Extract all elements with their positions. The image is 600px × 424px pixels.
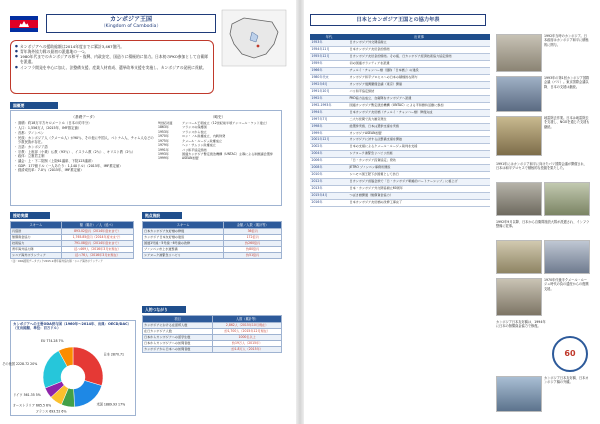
- timeline-year: 2006年: [310, 158, 348, 165]
- intro-item: ● カンボジアへの援助総額は2014年度までに累計3,467億円。: [15, 44, 209, 49]
- timeline-event: 二大与党間で武力衝突発生: [348, 116, 490, 123]
- aid-note: （注）ODA国別データブック2015 ※青年海外協力隊・シニア海外ボランティア: [10, 260, 103, 264]
- photo-road: [544, 240, 590, 274]
- basic-data-item: ・ 首都：プノンペン: [14, 131, 154, 136]
- logo-text: 60: [564, 349, 576, 358]
- jinteki-row: 日本からカンボジアへの訪問者数 約19万人（2015年）: [143, 341, 282, 347]
- kyoten-section: [142, 212, 282, 259]
- aid-row: シニア海外ボランティア 延べ76人（2016年3月末現在）: [11, 253, 134, 259]
- history-list: [157, 115, 279, 162]
- timeline-event: 日本の支援によるクメール・ルージュ裁判を支援: [348, 144, 490, 151]
- basic-data-list: [14, 115, 154, 173]
- timeline-event: シアヌーク港緊急リハビリ計画: [348, 151, 490, 158]
- donut-label-6: EU 774.28 7%: [40, 339, 64, 344]
- timeline-event: 総選挙実施、日本は選挙支援を実施: [348, 123, 490, 130]
- kyoten-row: 日本カンボジア友好橋の修復 36億円: [143, 229, 282, 235]
- timeline-row: [310, 60, 490, 67]
- cambodia-map-icon: [222, 10, 286, 66]
- timeline-event: パリ和平協定締結: [348, 88, 490, 95]
- timeline-event: 日カンボジア外交関係樹立: [348, 40, 490, 46]
- timeline-event: JETRO プノンペン事務所開設: [348, 165, 490, 172]
- donut-label-0: 日本 2870.71: [103, 352, 125, 357]
- timeline-row: [310, 67, 490, 74]
- basic-data-item: ・ 経済成長率：7.0％（2015年、IMF推定値）: [14, 168, 154, 173]
- aid-table: スキーム 額（累計）／人（延べ） 円借款 893.02億円（2014年度末まで） 無償資金協力 1,765.85億円（2014年度末まで） 技術協力 791.08億円（2014年度末まで） 青年海外協力隊 延べ469人（2016年3月末現在） シニア海外ボランティア 延べ76人（2016年3月末現在）: [10, 221, 134, 259]
- title-ja: カンボジア王国: [109, 16, 152, 23]
- timeline-row: [310, 95, 490, 102]
- timeline-row: [310, 179, 490, 186]
- timeline-event: 「日・カンボジア投資協定」発効: [348, 158, 490, 165]
- timeline-year: 1997年7月: [310, 116, 348, 123]
- kyoten-table: スキーム 金額／人数（累計等） 日本カンボジア友好橋の修復 36億円 カンボジア日本友好橋の建設 172億円 国道1号線・5号線・6号線の改修 約260億円 プノンペン市上水道整備 約80億円 シアヌーク港緊急リハビリ 約51億円: [142, 221, 282, 259]
- timeline-row: [310, 88, 490, 95]
- timeline-year: 1992年: [310, 95, 348, 102]
- history-row: 1999年 ASEAN加盟: [158, 156, 199, 161]
- timeline-year: 2004年: [310, 151, 348, 158]
- timeline-row: [310, 144, 490, 151]
- timeline-year: 2013年: [310, 186, 348, 193]
- caption-1: 1992年当時のカンボジア。日本政府はカンボジア和平に積極的に関与。: [544, 34, 589, 47]
- timeline-row: [310, 109, 490, 116]
- intro-item: ● 青年海外協力隊の最初の派遣地の一つ。: [15, 49, 209, 54]
- cambodia-flag-icon: [10, 16, 38, 32]
- photo-ceremony: [496, 34, 542, 72]
- timeline-event: 日本カンボジア友好条約締結: [348, 47, 490, 54]
- timeline-row: [310, 186, 490, 193]
- donut-label-5: その他国 2228.72 20%: [2, 361, 38, 366]
- intro-item: ● 1980年代までのカンボジアの和平・復興、内政安定、国造りに積極的に協力。日本初のPKO参加として自衛隊を派遣。: [15, 54, 209, 64]
- timeline-row: [310, 54, 490, 61]
- timeline-year: 2002年: [310, 144, 348, 151]
- jinteki-row: カンボジアから日本への訪問者数 約1.8万人（2015年）: [143, 347, 282, 353]
- timeline-year: 1966年: [310, 67, 348, 74]
- timeline-year: 1999年: [310, 130, 348, 137]
- donut-label-1: 米国 1889.93 17%: [96, 402, 126, 407]
- aid-row: 青年海外協力隊 延べ469人（2016年3月末現在）: [11, 247, 134, 253]
- timeline-year: 1992年6月: [310, 81, 348, 88]
- kyoten-row: カンボジア日本友好橋の建設 172億円: [143, 235, 282, 241]
- donut-label-3: オーストラリア 665.5 6%: [12, 403, 52, 408]
- photo-bridge: [496, 376, 542, 412]
- basic-data-item: ・ 議会：上・下二院制（上院61議席、下院123議席）: [14, 159, 154, 164]
- donut-svg: [2, 339, 135, 415]
- photo-demining: [496, 116, 542, 156]
- history-row: 1953年 フランスから独立: [158, 129, 207, 134]
- timeline-year: 2012年: [310, 179, 348, 186]
- timeline-row: [310, 81, 490, 88]
- timeline-year: 2016年: [310, 200, 348, 207]
- timeline-event: 初の国連ボランティアを派遣: [348, 60, 490, 67]
- photo-sdf: [496, 240, 542, 274]
- timeline-row: [310, 74, 490, 81]
- timeline-row: [310, 151, 490, 158]
- aid-row: 無償資金協力 1,765.85億円（2014年度末まで）: [11, 235, 134, 241]
- kyoten-row: 国道1号線・5号線・6号線の改修 約260億円: [143, 241, 282, 247]
- timeline-year: 2008年: [310, 165, 348, 172]
- timeline-event: 日本・カンボジア外交関係樹立60周年: [348, 186, 490, 193]
- timeline-row: [310, 102, 490, 109]
- left-page: [4, 6, 290, 418]
- timeline-event: 日本カンボジア友好橋の改修工事完了: [348, 200, 490, 207]
- timeline-year: 1998年: [310, 123, 348, 130]
- timeline-year: 1991年10月: [310, 88, 348, 95]
- jinteki-header: 人的つながり: [142, 306, 186, 313]
- timeline-event: カンボジアに対する法整備支援を開始: [348, 137, 490, 144]
- caption-8: カンボジア日本友好橋、日本カンボジア橋の外観。: [544, 376, 589, 385]
- intro-summary-box: [10, 40, 214, 94]
- caption-2: 1993年の第1回カンボジア国際会議（パリ）。東京国際会議以降、日本の支援は継続。: [544, 76, 590, 89]
- timeline-event: 日カンボジア友好条約締結。その後、日カンボジア経済技術協力協定締結: [348, 54, 490, 61]
- timeline-event: PKO協力法成立、自衛隊をカンボジアへ派遣: [348, 95, 490, 102]
- timeline-event: 日本カンボジア友好橋（チュルイ・チャンバー橋）修復完成: [348, 109, 490, 116]
- photo-paris-conference: [496, 182, 542, 216]
- basic-data-item: ・ GDP：177億ドル（一人あたり：1,140ドル）（2015年、IMF推定値）: [14, 164, 154, 169]
- caption-5: 1992年9月以降、日本から自衛隊施設大隊が派遣され、インフラ整備に従事。: [496, 220, 590, 229]
- donut-slice-0: [73, 347, 103, 386]
- kyoten-header: 拠点施設: [142, 212, 182, 219]
- basic-data-item: ・ 宗教：上座部（小乗）仏教（93％）、イスラム教（2％）、キリスト教（2％）: [14, 150, 154, 155]
- timeline-year: 1955年12月: [310, 54, 348, 61]
- timeline-year: 1994年: [310, 109, 348, 116]
- caption-7: カンボジア日本友好橋は、1994年に日本の無償資金協力で修復。: [496, 320, 546, 329]
- timeline-event: 日カンボジア首脳会談で「日・カンボジア戦略的パートナーシップ」に格上げ: [348, 179, 490, 186]
- page-title: [46, 14, 216, 33]
- timeline-row: [310, 158, 490, 165]
- photo-conference: [496, 76, 542, 112]
- timeline-row: [310, 116, 490, 123]
- timeline-row: [310, 123, 490, 130]
- basic-data-caption: （基礎データ）: [71, 115, 97, 119]
- timeline-row: [310, 130, 490, 137]
- basic-data-item: ・ 民族：カンボジア人（クメール人）が90％、その他に中国人、ベトナム人、チャム人などの少数民族が存在。: [14, 136, 154, 145]
- timeline-event: つばさ橋開通（無償資金協力）: [348, 193, 490, 200]
- timeline-year: 1954年11月: [310, 47, 348, 54]
- jinteki-row: 在日カンボジア人数 約1,700人（2015年12月現在）: [143, 329, 282, 335]
- caption-4: 1991年にはカンボジア和平に向けたパリ国際会議が開催され、日本は和平プロセスで積極的な役割を果たした。: [496, 162, 588, 171]
- donut-label-2: フランス 693.52 6%: [35, 409, 67, 414]
- photo-pko: [544, 182, 590, 216]
- aid-header: 援助実績: [10, 212, 50, 219]
- basic-data-item: ・ 面積：約18万平方キロメートル（日本の約半分）: [14, 121, 154, 126]
- timeline-table: 年代 出来事 1953年 日カンボジア外交関係樹立 1954年11月 日本カンボジア友好条約締結 1955年12月 日カンボジア友好条約締結。その後、日カンボジア経済技術協力協定締結 1959年 初の国連ボランティアを派遣 1966年 チュルイ・チャンバー橋（通称「日本橋」）の建設 1980年代末 カンボジア和平プロセスへの日本の積極的な関与 1992年6月 カンボジア復興閣僚会議（東京）開催 1991年10月 パリ和平協定締結 1992年 PKO協力法成立、自衛隊をカンボジアへ派遣 1992-1993年 国連カンボジア暫定統治機構（UNTAC）による平和維持活動に参加 1994年 日本カンボジア友好橋（チュルイ・チャンバー橋）修復完成 1997年7月 二大与党間で武力衝突発生 1998年 総選挙実施、日本は選挙支援を実施 1999年 カンボジアASEAN加盟 2001年12月 カンボジアに対する法整備支援を開始 2002年 日本の支援によるクメール・ルージュ裁判を支援 2004年 シアヌーク港緊急リハビリ計画 2006年 「日・カンボジア投資協定」発効 2008年 JETRO プノンペン事務所開設 2010年 シハモニ国王陛下が国賓として訪日 2012年 日カンボジア首脳会談で「日・カンボジア戦略的パートナーシップ」に格上げ 2013年 日本・カンボジア外交関係樹立60周年 2015年4月 つばさ橋開通（無償資金協力） 2016年 日本カンボジア友好橋の改修工事完了: [310, 34, 490, 207]
- jinteki-row: 日本からカンボジアへの留学生数 1000名以上: [143, 335, 282, 341]
- timeline-row: [310, 137, 490, 144]
- timeline-year: 1992-1993年: [310, 102, 348, 109]
- aid-section: [10, 212, 134, 263]
- timeline-row: [310, 172, 490, 179]
- basic-data-item: ・ 人口：1,556万人（2015年、IMF推定値）: [14, 126, 154, 131]
- caption-3: 地雷除去作業。日本は地雷除去を支援し、NGOを通じた支援も継続。: [544, 116, 590, 129]
- timeline-event: シハモニ国王陛下が国賓として訪日: [348, 172, 490, 179]
- timeline-event: チュルイ・チャンバー橋（通称「日本橋」）の建設: [348, 67, 490, 74]
- timeline-year: 1953年: [310, 40, 348, 46]
- basic-data-box: [10, 110, 282, 206]
- timeline-event: カンボジアASEAN加盟: [348, 130, 490, 137]
- title-bar: [10, 12, 218, 34]
- basic-data-item: ・ 政体：立憲君主制: [14, 154, 154, 159]
- basic-data-item: ・ 言語：カンボジア語: [14, 145, 154, 150]
- timeline-title: 日本とカンボジア王国との協力年表: [310, 14, 486, 26]
- aid-row: 技術協力 791.08億円（2014年度末まで）: [11, 241, 134, 247]
- history-row: 1979年 ヘン・サムリン政権成立: [158, 143, 216, 148]
- history-row: 1863年 フランスの保護国: [158, 125, 207, 130]
- timeline-year: 1959年: [310, 60, 348, 67]
- timeline-event: カンボジア和平プロセスへの日本の積極的な関与: [348, 74, 490, 81]
- timeline-event: カンボジア復興閣僚会議（東京）開催: [348, 81, 490, 88]
- intro-item: ● インフラ開発を中心に加え、法整備支援、産業人材育成、選挙改革支援を実施し、カンボジアの発展に貢献。: [15, 65, 209, 70]
- jinteki-section: [142, 306, 282, 353]
- timeline-year: 1980年代末: [310, 74, 348, 81]
- chart-title: カンボジアへの主要ODA供与国（1960年〜2014年、出典：OECD/DAC）（支出純額、単位：百万ドル）: [13, 322, 131, 331]
- title-en: （Kingdom of Cambodia）: [100, 23, 162, 29]
- oda-donors-chart: [2, 320, 136, 416]
- jinteki-row: カンボジアにおける在留邦人数 2,862人（2015年10月現在）: [143, 323, 282, 329]
- timeline-row: [310, 193, 490, 200]
- jinteki-table: 項目 人数（累計等） カンボジアにおける在留邦人数 2,862人（2015年10月現在） 在日カンボジア人数 約1,700人（2015年12月現在） 日本からカンボジアへの留学生数 1000名以上 日本からカンボジアへの訪問者数 約19万人（2015年） カンボジアから日本への訪問者数 約1.8万人（2015年）: [142, 315, 282, 353]
- history-row: 1991年 パリ和平協定締結: [158, 147, 207, 152]
- timeline-row: [310, 165, 490, 172]
- timeline-year: 2010年: [310, 172, 348, 179]
- timeline-row: [310, 47, 490, 54]
- kyoten-row: シアヌーク港緊急リハビリ 約51億円: [143, 253, 282, 259]
- history-caption: （略史）: [210, 115, 226, 119]
- right-page: [306, 6, 592, 418]
- donut-label-4: ドイツ 561.35 5%: [13, 393, 41, 398]
- basic-data-header: 国概要: [10, 102, 58, 109]
- kyoten-row: プノンペン市上水道整備 約80億円: [143, 247, 282, 253]
- timeline-year: 2015年4月: [310, 193, 348, 200]
- caption-6: 1970年代後半クメール・ルージュ時代の負の遺産からの復興支援。: [544, 278, 589, 291]
- timeline-row: [310, 200, 490, 207]
- aid-row: 円借款 893.02億円（2014年度末まで）: [11, 229, 134, 235]
- history-row: 1993年 国連カンボジア暫定統治機構（UNTAC）主導による制憲議会選挙: [158, 151, 273, 156]
- history-row: 1970年 ロン・ノル政権成立、内戦勃発: [158, 134, 226, 139]
- timeline-year: 2001年12月: [310, 137, 348, 144]
- anniversary-logo: [552, 336, 588, 372]
- timeline-event: 国連カンボジア暫定統治機構（UNTAC）による平和維持活動に参加: [348, 102, 490, 109]
- history-row: 1975年 クメール・ルージュ政権成立: [158, 138, 223, 143]
- photo-memorial: [496, 278, 542, 316]
- history-row: 9世紀初頭 アンコール王朝成立（12世紀前半頃アンコール・ワット建立）: [158, 120, 269, 125]
- book-gutter: [296, 0, 304, 424]
